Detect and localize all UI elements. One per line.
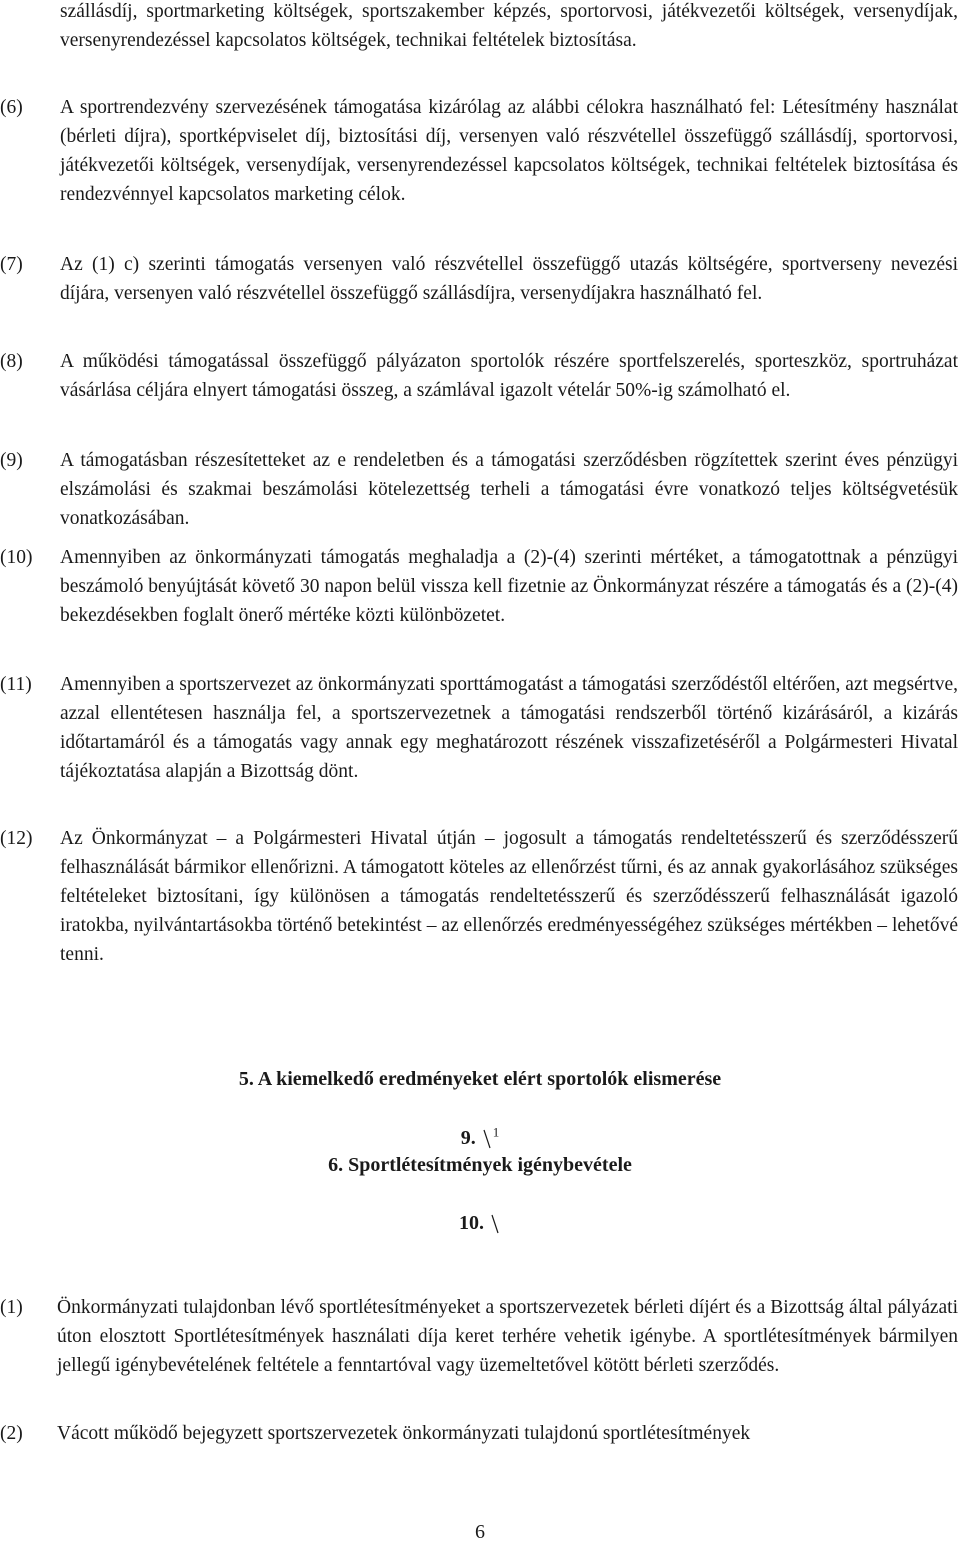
paragraph-10 <box>0 543 958 630</box>
section-6-title: 6. Sportlétesítmények igénybevétele <box>328 1154 632 1176</box>
paragraph-text: Amennyiben az önkormányzati támogatás meghaladja a (2)-(4) szerinti mértéket, a támogatottnak a pénzügyi beszámoló benyújtását követő 30 napon belül vissza kell fizetnie az Önkormányzat részére a támogatás és a (2)-(4) bekezdésekben foglalt önerő mértéke közti különbözetet. <box>60 547 958 626</box>
paragraph-10-1 <box>0 1293 958 1380</box>
paragraph-7 <box>0 250 958 308</box>
paragraph-text: A működési támogatással összefüggő pályázaton sportolók részére sportfelszerelés, sporteszköz, sportruházat vásárlása céljára elnyert támogatási összeg, a számlával igazolt vételár 50%-ig számolható el. <box>60 351 958 401</box>
paragraph-number: (11) <box>0 674 32 695</box>
section-5-title: 5. A kiemelkedő eredményeket elért sportolók elismerése <box>238 1068 722 1090</box>
paragraph-number: (2) <box>0 1423 23 1444</box>
article-10-label <box>0 1209 960 1238</box>
footnote-marker-icon <box>489 1209 501 1238</box>
paragraph-number: (7) <box>0 254 23 275</box>
article-number: 9. <box>460 1127 476 1149</box>
paragraph-text: A sportrendezvény szervezésének támogatása kizárólag az alábbi célokra használható fel: Létesítmény használat (bérleti díjra), sportképviselet díj, biztosítási díj, versenyen való részvétellel összefüggő szállásdíj, sportorvosi, játékvezetői költségek, versenydíjak, versenyrendezéssel kapcsolatos költségek, technikai feltételek biztosítása és rendezvénnyel kapcsolatos marketing célok. <box>60 97 958 205</box>
paragraph-number: (8) <box>0 351 23 372</box>
footnote-number: 1 <box>492 1124 500 1140</box>
footnote-marker-icon <box>481 1124 493 1153</box>
paragraph-number: (10) <box>0 547 33 568</box>
paragraph-number: (12) <box>0 828 33 849</box>
article-9-label <box>0 1124 960 1153</box>
article-number: 10. <box>459 1212 484 1234</box>
page-number: 6 <box>475 1521 485 1543</box>
paragraph-text: Az (1) c) szerinti támogatás versenyen való részvétellel összefüggő utazás költségére, sportverseny nevezési díjára, versenyen való részvétellel összefüggő szállásdíjra, versenydíjakra használható fel. <box>60 254 958 304</box>
paragraph-9 <box>0 446 958 533</box>
paragraph-text: Vácott működő bejegyzett sportszervezetek önkormányzati tulajdonú sportlétesítmények <box>57 1423 751 1444</box>
paragraph-11 <box>0 670 958 786</box>
paragraph-12 <box>0 824 958 969</box>
intro-continuation: szállásdíj, sportmarketing költségek, sportszakember képzés, sportorvosi, játékvezetői költségek, versenydíjak, versenyrendezéssel kapcsolatos költségek, technikai feltételek biztosítása. <box>60 1 958 51</box>
paragraph-number: (9) <box>0 450 23 471</box>
paragraph-text: Az Önkormányzat – a Polgármesteri Hivatal útján – jogosult a támogatás rendeltetésszerű és szerződésszerű felhasználását bármikor ellenőrizni. A támogatott köteles az ellenőrzést tűrni, és az annak gyakorlásához szükséges feltételeket biztosítani, így különösen a támogatás rendeltetésszerű és szerződésszerű felhasználását igazoló iratokba, nyilvántartásokba történő betekintést – az ellenőrzés eredményességéhez szükséges mértékben – lehetővé tenni. <box>60 828 958 965</box>
paragraph-text: Önkormányzati tulajdonban lévő sportlétesítményeket a sportszervezetek bérleti díjért és a Bizottság által pályázati úton elosztott Sportlétesítmények használati díja keret terhére vehetik igénybe. A sportlétesítmények bármilyen jellegű igénybevételének feltétele a fenntartóval vagy üzemeltetővel kötött bérleti szerződés. <box>57 1297 958 1376</box>
paragraph-number: (6) <box>0 97 23 118</box>
paragraph-6 <box>0 93 958 209</box>
paragraph-text: A támogatásban részesítetteket az e rendeletben és a támogatási szerződésben rögzítettek szerint éves pénzügyi elszámolási és szakmai beszámolási kötelezettség terheli a támogatási évre vonatkozó teljes költségvetésük vonatkozásában. <box>60 450 958 529</box>
paragraph-8 <box>0 347 958 405</box>
paragraph-number: (1) <box>0 1297 23 1318</box>
paragraph-10-2 <box>0 1419 958 1448</box>
paragraph-text: Amennyiben a sportszervezet az önkormányzati sporttámogatást a támogatási szerződéstől eltérően, azt megsértve, azzal ellentétesen használja fel, a sportszervezetnek a támogatási rendszerből történő kizárásáról, a kizárás időtartamáról és a támogatás vagy annak egy meghatározott részének visszafizetéséről a Polgármesteri Hivatal tájékoztatása alapján a Bizottság dönt. <box>60 674 958 782</box>
